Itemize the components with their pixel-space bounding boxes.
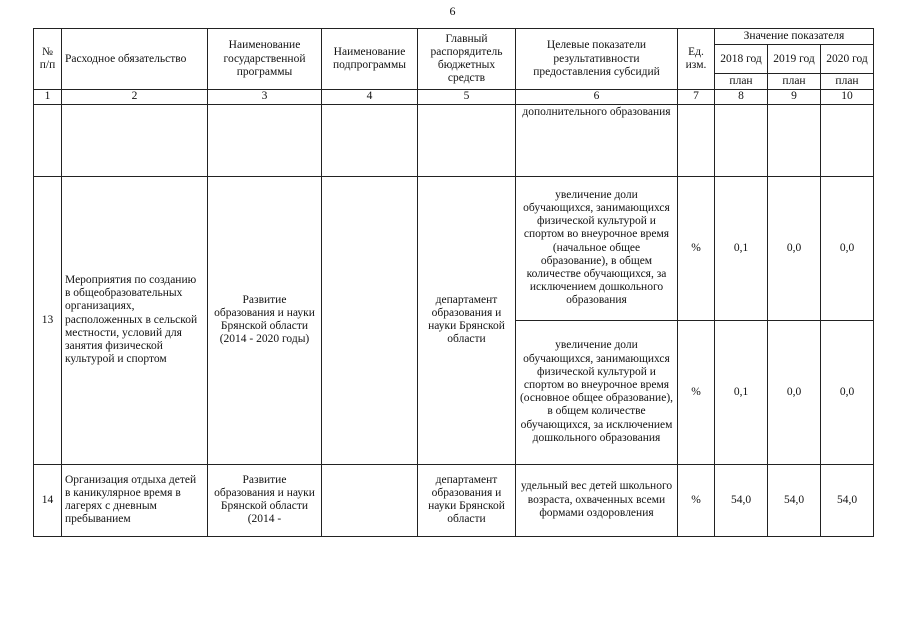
row-14-indicator: удельный вес детей школьного возраста, охваченных всеми формами оздоровления	[516, 464, 678, 536]
row-14-v2019: 54,0	[768, 464, 821, 536]
col-number: 5	[418, 90, 516, 104]
row-13-unit-2: %	[678, 320, 715, 464]
header-value-group: Значение показателя	[715, 29, 874, 45]
row-13-manager: департамент образования и науки Брянской области	[418, 176, 516, 464]
row-13-v2020-2: 0,0	[821, 320, 874, 464]
col-number: 7	[678, 90, 715, 104]
row-14-v2020: 54,0	[821, 464, 874, 536]
header-manager: Главный распорядитель бюджетных средств	[418, 29, 516, 90]
row-13-indicator-1: увеличение доли обучающихся, занимающихся физической культурой и спортом во внеурочное время (начальное общее образование), в общем количестве обучающихся, за исключением дошкольного образования	[516, 176, 678, 320]
col-number: 8	[715, 90, 768, 104]
row-13-v2018-1: 0,1	[715, 176, 768, 320]
row-13-subprogram	[322, 176, 418, 464]
header-program: Наименование государственной программы	[208, 29, 322, 90]
row-14-subprogram	[322, 464, 418, 536]
row-13-v2020-1: 0,0	[821, 176, 874, 320]
header-unit: Ед. изм.	[678, 29, 715, 90]
header-year-2018: 2018 год	[715, 45, 768, 74]
header-plan: план	[715, 74, 768, 90]
col-number: 1	[34, 90, 62, 104]
row-14-obligation: Организация отдыха детей в каникулярное время в лагерях с дневным пребыванием	[62, 464, 208, 536]
row-14-program: Развитие образования и науки Брянской области (2014 -	[208, 464, 322, 536]
row-13-program: Развитие образования и науки Брянской области (2014 - 2020 годы)	[208, 176, 322, 464]
row-13-v2019-1: 0,0	[768, 176, 821, 320]
row-14-unit: %	[678, 464, 715, 536]
header-num: № п/п	[34, 29, 62, 90]
col-number: 9	[768, 90, 821, 104]
col-number: 4	[322, 90, 418, 104]
indicator-continuation: дополнительного образования	[516, 104, 678, 176]
col-number: 10	[821, 90, 874, 104]
row-13-unit-1: %	[678, 176, 715, 320]
header-subprogram: Наименование подпрограммы	[322, 29, 418, 90]
col-number: 3	[208, 90, 322, 104]
header-year-2020: 2020 год	[821, 45, 874, 74]
header-year-2019: 2019 год	[768, 45, 821, 74]
col-number: 2	[62, 90, 208, 104]
row-13-indicator-2: увеличение доли обучающихся, занимающихся физической культурой и спортом во внеурочное время (основное общее образование), в общем количестве обучающихся, за исключением дошкольного образования	[516, 320, 678, 464]
row-13-num: 13	[34, 176, 62, 464]
row-14-num: 14	[34, 464, 62, 536]
header-indicator: Целевые показатели результативности предоставления субсидий	[516, 29, 678, 90]
row-13-obligation: Мероприятия по созданию в общеобразовательных организациях, расположенных в сельской местности, условий для занятия физической культурой и спортом	[62, 176, 208, 464]
col-number: 6	[516, 90, 678, 104]
page-number: 6	[449, 4, 456, 18]
header-plan: план	[821, 74, 874, 90]
row-13-v2018-2: 0,1	[715, 320, 768, 464]
row-14-manager: департамент образования и науки Брянской области	[418, 464, 516, 536]
header-plan: план	[768, 74, 821, 90]
row-14-v2018: 54,0	[715, 464, 768, 536]
header-obligation: Расходное обязательство	[62, 29, 208, 90]
subsidy-indicators-table	[33, 28, 874, 537]
row-13-v2019-2: 0,0	[768, 320, 821, 464]
